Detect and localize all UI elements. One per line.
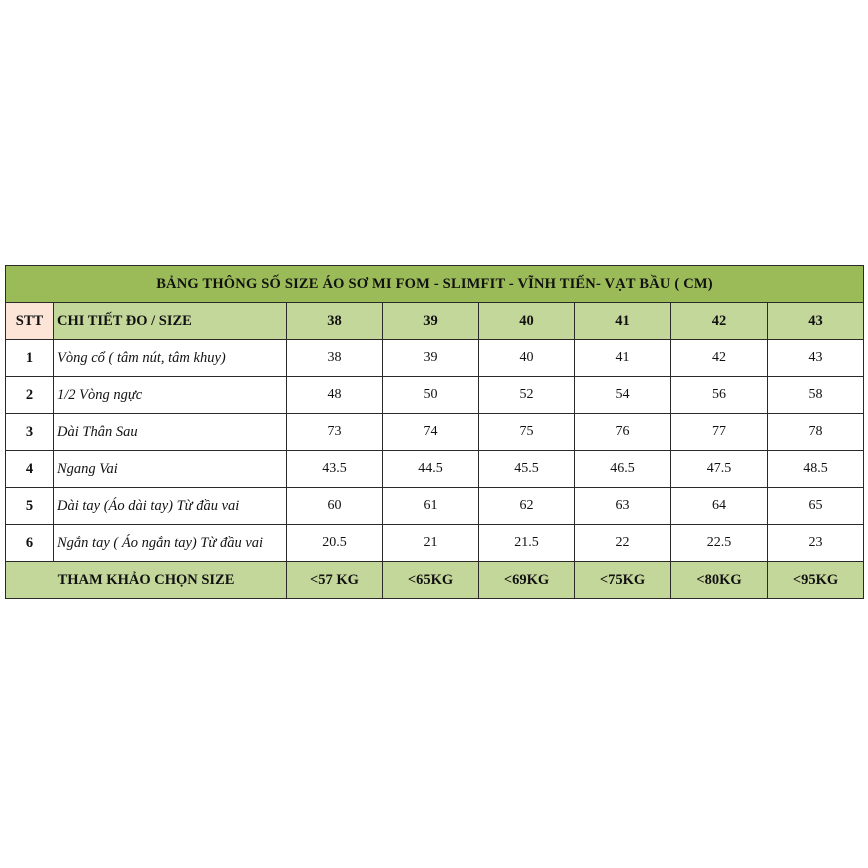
row-label: Ngắn tay ( Áo ngắn tay) Từ đầu vai [54, 525, 287, 562]
table-row [6, 377, 864, 414]
row-number: 1 [6, 340, 54, 377]
table-title: BẢNG THÔNG SỐ SIZE ÁO SƠ MI FOM - SLIMFIT - VĨNH TIẾN- VẠT BẦU ( CM) [6, 266, 864, 303]
size-header: 39 [383, 303, 479, 340]
stt-header: STT [6, 303, 54, 340]
cell-value: 44.5 [383, 451, 479, 488]
size-header: 43 [768, 303, 864, 340]
cell-value: 76 [575, 414, 671, 451]
row-label: Dài Thân Sau [54, 414, 287, 451]
cell-value: 38 [287, 340, 383, 377]
cell-value: 22 [575, 525, 671, 562]
row-label: 1/2 Vòng ngực [54, 377, 287, 414]
title-row [6, 266, 864, 303]
weight-value: <75KG [575, 562, 671, 599]
row-number: 4 [6, 451, 54, 488]
cell-value: 45.5 [479, 451, 575, 488]
cell-value: 48.5 [768, 451, 864, 488]
cell-value: 42 [671, 340, 768, 377]
cell-value: 43 [768, 340, 864, 377]
size-reference-row [6, 562, 864, 599]
header-row [6, 303, 864, 340]
cell-value: 74 [383, 414, 479, 451]
cell-value: 78 [768, 414, 864, 451]
weight-value: <95KG [768, 562, 864, 599]
size-chart-table [5, 265, 864, 599]
size-header: 38 [287, 303, 383, 340]
row-number: 5 [6, 488, 54, 525]
cell-value: 23 [768, 525, 864, 562]
cell-value: 21.5 [479, 525, 575, 562]
cell-value: 54 [575, 377, 671, 414]
table-row [6, 414, 864, 451]
weight-value: <69KG [479, 562, 575, 599]
cell-value: 62 [479, 488, 575, 525]
cell-value: 47.5 [671, 451, 768, 488]
cell-value: 52 [479, 377, 575, 414]
table-row [6, 525, 864, 562]
row-number: 2 [6, 377, 54, 414]
row-label: Vòng cổ ( tâm nút, tâm khuy) [54, 340, 287, 377]
cell-value: 21 [383, 525, 479, 562]
cell-value: 43.5 [287, 451, 383, 488]
row-number: 3 [6, 414, 54, 451]
weight-value: <80KG [671, 562, 768, 599]
cell-value: 65 [768, 488, 864, 525]
cell-value: 39 [383, 340, 479, 377]
row-label: Ngang Vai [54, 451, 287, 488]
cell-value: 50 [383, 377, 479, 414]
cell-value: 48 [287, 377, 383, 414]
size-reference-label: THAM KHẢO CHỌN SIZE [6, 562, 287, 599]
size-header: 41 [575, 303, 671, 340]
size-header: 40 [479, 303, 575, 340]
cell-value: 75 [479, 414, 575, 451]
cell-value: 64 [671, 488, 768, 525]
weight-value: <57 KG [287, 562, 383, 599]
cell-value: 40 [479, 340, 575, 377]
cell-value: 22.5 [671, 525, 768, 562]
cell-value: 41 [575, 340, 671, 377]
size-header: 42 [671, 303, 768, 340]
row-label: Dài tay (Áo dài tay) Từ đầu vai [54, 488, 287, 525]
cell-value: 77 [671, 414, 768, 451]
cell-value: 56 [671, 377, 768, 414]
table-row [6, 340, 864, 377]
cell-value: 46.5 [575, 451, 671, 488]
cell-value: 20.5 [287, 525, 383, 562]
table-row [6, 451, 864, 488]
weight-value: <65KG [383, 562, 479, 599]
cell-value: 60 [287, 488, 383, 525]
cell-value: 73 [287, 414, 383, 451]
cell-value: 61 [383, 488, 479, 525]
row-number: 6 [6, 525, 54, 562]
cell-value: 63 [575, 488, 671, 525]
table-row [6, 488, 864, 525]
detail-header: CHI TIẾT ĐO / SIZE [54, 303, 287, 340]
cell-value: 58 [768, 377, 864, 414]
